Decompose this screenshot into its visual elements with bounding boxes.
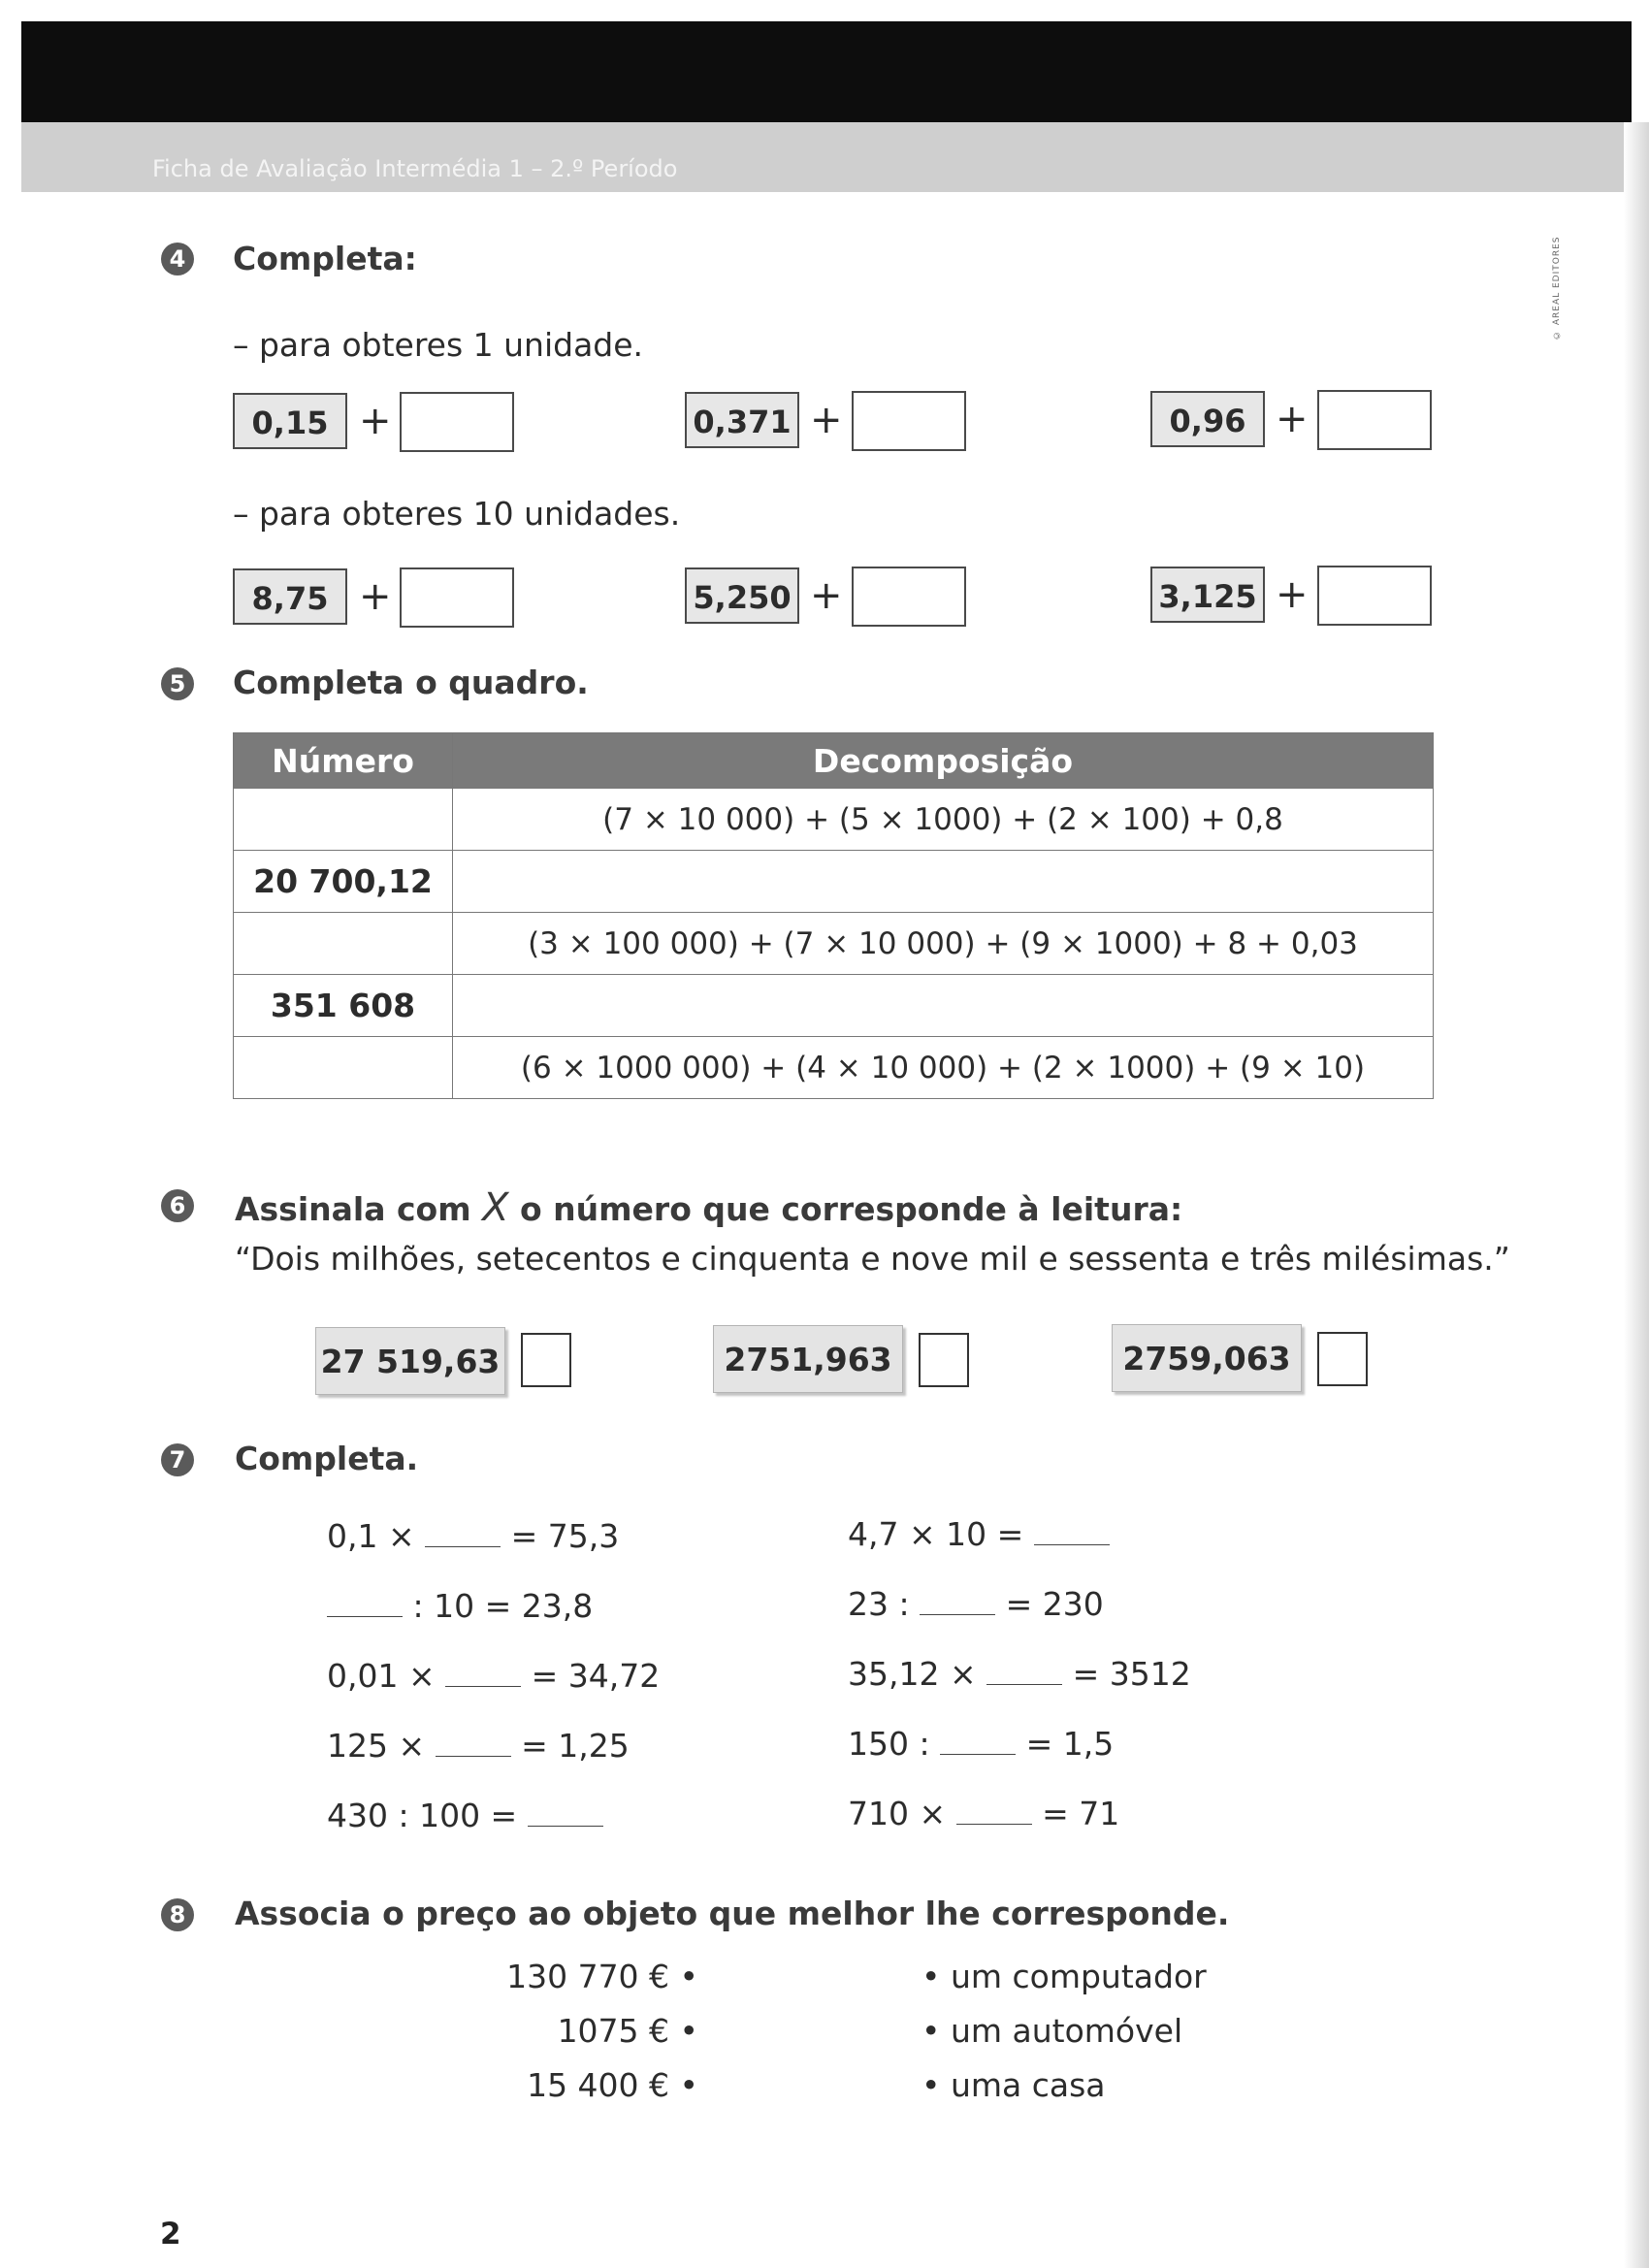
answer-blank[interactable]: [327, 1591, 403, 1617]
table-row: [234, 851, 1434, 913]
number-cell[interactable]: [234, 1037, 453, 1099]
plus-sign: +: [1276, 397, 1309, 441]
answer-blank[interactable]: [956, 1798, 1032, 1825]
top-black-band: [21, 21, 1632, 122]
question-6-title: [235, 1185, 1182, 1230]
question-4-title: Completa:: [233, 240, 417, 277]
copyright-note: © AREAL EDITORES: [1552, 236, 1562, 340]
option-box: 27 519,63: [315, 1327, 505, 1395]
table-row: [234, 789, 1434, 851]
plus-sign: +: [810, 398, 843, 442]
q7-expression: 4,7 × 10 =: [848, 1515, 1110, 1553]
question-8-title: Associa o preço ao objeto que melhor lhe corresponde.: [235, 1895, 1230, 1932]
question-5-title: Completa o quadro.: [233, 664, 589, 701]
x-mark-icon: X: [482, 1185, 509, 1230]
q6-title-start: Assinala com: [235, 1190, 471, 1228]
q7-expression: 35,12 × = 3512: [848, 1655, 1191, 1693]
q4-number-box: 0,371: [685, 392, 799, 448]
column-header-number: Número: [234, 733, 453, 789]
question-7-number: 7: [161, 1443, 194, 1476]
page-edge-shadow: [1624, 122, 1649, 2268]
q7-expression: 430 : 100 =: [327, 1797, 603, 1834]
option-checkbox[interactable]: [1317, 1332, 1368, 1386]
page-number: 2: [160, 2217, 181, 2252]
table-row: [234, 913, 1434, 975]
answer-blank[interactable]: [986, 1659, 1062, 1685]
option-box: 2759,063: [1112, 1324, 1302, 1392]
q7-expression: 710 × = 71: [848, 1795, 1120, 1832]
decomposition-cell[interactable]: [453, 851, 1434, 913]
q4-instruction-2: – para obteres 10 unidades.: [233, 495, 681, 533]
q4-answer-box[interactable]: [1317, 566, 1432, 626]
number-cell[interactable]: [234, 913, 453, 975]
q4-answer-box[interactable]: [1317, 390, 1432, 450]
header-band: [21, 122, 1632, 192]
q4-answer-box[interactable]: [852, 567, 966, 627]
table-header-row: [234, 733, 1434, 789]
plus-sign: +: [359, 574, 392, 619]
q7-expression: 23 : = 230: [848, 1585, 1104, 1623]
price-item[interactable]: 1075 € •: [557, 2012, 698, 2050]
q4-instruction-1: – para obteres 1 unidade.: [233, 326, 644, 364]
decomposition-cell: (3 × 100 000) + (7 × 10 000) + (9 × 1000) + 8 + 0,03: [453, 913, 1434, 975]
answer-blank[interactable]: [425, 1521, 501, 1547]
answer-blank[interactable]: [445, 1661, 521, 1687]
q7-expression: 0,1 × = 75,3: [327, 1517, 620, 1555]
number-cell: 20 700,12: [234, 851, 453, 913]
answer-blank[interactable]: [920, 1589, 995, 1615]
question-4-number: 4: [161, 243, 194, 275]
q4-answer-box[interactable]: [400, 392, 514, 452]
price-item[interactable]: 130 770 € •: [506, 1958, 698, 1995]
decomposition-cell: (6 × 1000 000) + (4 × 10 000) + (2 × 1000) + (9 × 10): [453, 1037, 1434, 1099]
object-item[interactable]: • um automóvel: [922, 2012, 1183, 2050]
decomposition-cell: (7 × 10 000) + (5 × 1000) + (2 × 100) + 0,8: [453, 789, 1434, 851]
number-cell: 351 608: [234, 975, 453, 1037]
q6-title-end: o número que corresponde à leitura:: [520, 1190, 1183, 1228]
option-checkbox[interactable]: [521, 1333, 571, 1387]
question-6-number: 6: [161, 1189, 194, 1222]
q4-answer-box[interactable]: [400, 567, 514, 628]
q4-number-box: 0,96: [1150, 391, 1265, 447]
table-row: [234, 1037, 1434, 1099]
q7-expression: 150 : = 1,5: [848, 1725, 1115, 1763]
q4-number-box: 0,15: [233, 393, 347, 449]
table-row: [234, 975, 1434, 1037]
answer-blank[interactable]: [1034, 1519, 1110, 1545]
q6-quote: “Dois milhões, setecentos e cinquenta e nove mil e sessenta e três milésimas.”: [235, 1240, 1510, 1278]
q4-number-box: 8,75: [233, 568, 347, 625]
object-item[interactable]: • um computador: [922, 1958, 1207, 1995]
decomposition-table: [233, 732, 1434, 1099]
header-title: Ficha de Avaliação Intermédia 1 – 2.º Período: [152, 155, 678, 182]
q7-expression: 125 × = 1,25: [327, 1727, 630, 1765]
object-item[interactable]: • uma casa: [922, 2066, 1106, 2104]
option-box: 2751,963: [713, 1325, 903, 1393]
option-checkbox[interactable]: [919, 1333, 969, 1387]
plus-sign: +: [359, 399, 392, 443]
decomposition-cell[interactable]: [453, 975, 1434, 1037]
q4-number-box: 3,125: [1150, 567, 1265, 623]
q7-expression: : 10 = 23,8: [327, 1587, 593, 1625]
q4-number-box: 5,250: [685, 567, 799, 624]
price-item[interactable]: 15 400 € •: [527, 2066, 698, 2104]
plus-sign: +: [810, 573, 843, 618]
number-cell[interactable]: [234, 789, 453, 851]
answer-blank[interactable]: [940, 1729, 1016, 1755]
question-7-title: Completa.: [235, 1440, 419, 1477]
plus-sign: +: [1276, 572, 1309, 617]
question-5-number: 5: [161, 667, 194, 700]
column-header-decomposition: Decomposição: [453, 733, 1434, 789]
question-8-number: 8: [161, 1898, 194, 1931]
q7-expression: 0,01 × = 34,72: [327, 1657, 661, 1695]
answer-blank[interactable]: [528, 1800, 603, 1827]
q4-answer-box[interactable]: [852, 391, 966, 451]
answer-blank[interactable]: [436, 1731, 511, 1757]
